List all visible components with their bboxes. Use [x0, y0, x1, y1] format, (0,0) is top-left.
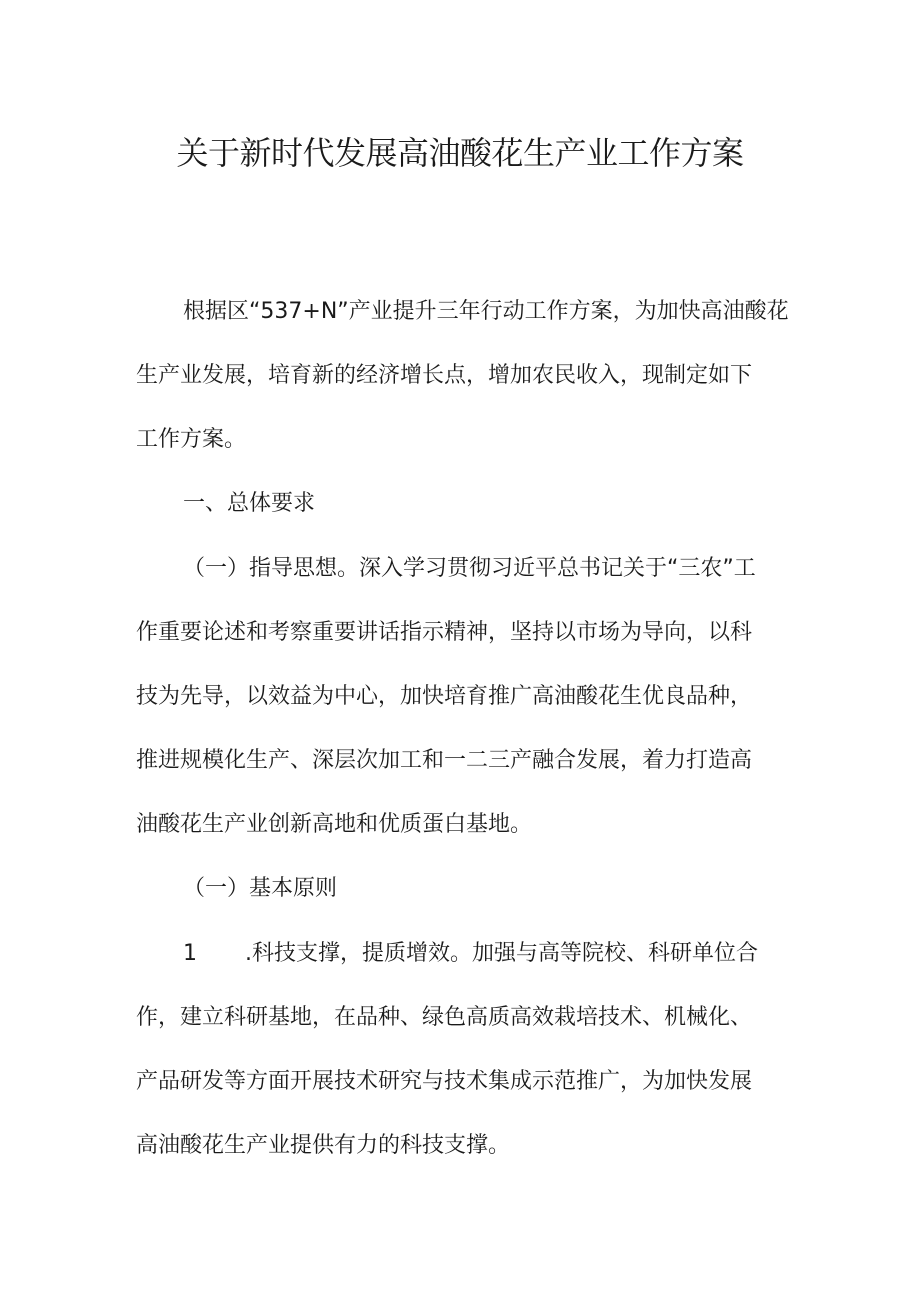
paragraph-line: 生产业发展，培育新的经济增长点，增加农民收入，现制定如下 — [136, 363, 753, 388]
paragraph-line: 技为先导，以效益为中心，加快培育推广高油酸花生优良品种， — [136, 684, 753, 709]
numbered-paragraph-line — [183, 937, 758, 971]
paragraph-line: 作，建立科研基地，在品种、绿色高质高效栽培技术、机械化、 — [136, 1005, 753, 1030]
paragraph-line: 工作方案。 — [136, 427, 247, 452]
paragraph-line: 根据区“537+N”产业提升三年行动工作方案，为加快高油酸花 — [183, 299, 789, 324]
paragraph-line: 油酸花生产业创新高地和优质蛋白基地。 — [136, 812, 533, 837]
paragraph-line: 作重要论述和考察重要讲话指示精神，坚持以市场为导向，以科 — [136, 620, 753, 645]
paragraph-line: 推进规模化生产、深层次加工和一二三产融合发展，着力打造高 — [136, 748, 753, 773]
paragraph-line: （一）指导思想。深入学习贯彻习近平总书记关于“三农”工 — [183, 556, 756, 581]
section-heading: 一、总体要求 — [183, 491, 316, 516]
document-title: 关于新时代发展高油酸花生产业工作方案 — [176, 134, 744, 172]
paragraph-line: 高油酸花生产业提供有力的科技支撑。 — [136, 1133, 511, 1158]
item-text: .科技支撑，提质增效。加强与高等院校、科研单位合 — [245, 941, 758, 966]
item-number: 1 — [183, 941, 197, 966]
subsection-heading: （一）基本原则 — [183, 876, 338, 901]
paragraph-line: 产品研发等方面开展技术研究与技术集成示范推广，为加快发展 — [136, 1069, 753, 1094]
